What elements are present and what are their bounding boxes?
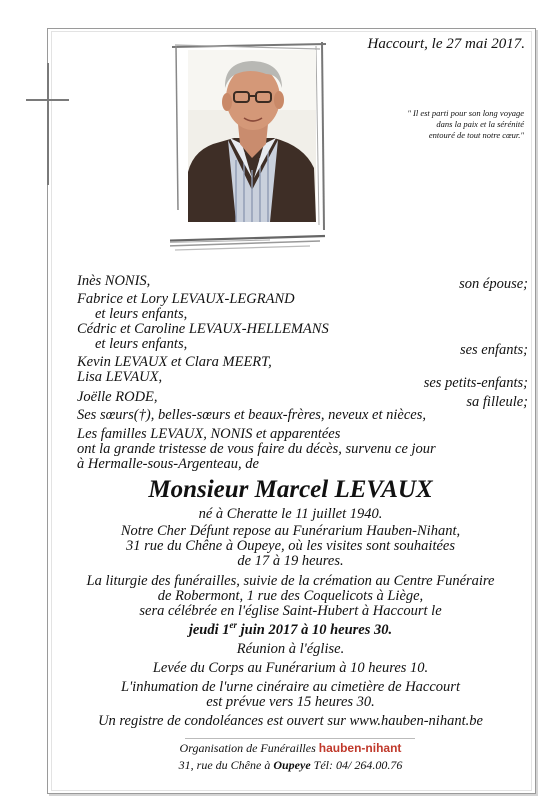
organizer-label: Organisation de Funérailles [179, 741, 319, 755]
family-line: Inès NONIS, [77, 273, 151, 289]
liturgie-line: de Robermont, 1 rue des Coquelicots à Liège, [157, 588, 424, 604]
address-phone: Tél: 04/ 264.00.76 [310, 758, 403, 772]
family-line: Fabrice et Lory LEVAUX-LEGRAND [77, 291, 295, 307]
repose-line: Notre Cher Défunt repose au Funérarium Hauben-Nihant, [120, 523, 461, 539]
levee-line: Levée du Corps au Funérarium à 10 heures 10. [152, 660, 429, 676]
repose-line: de 17 à 19 heures. [237, 553, 344, 569]
funeral-date-rest: juin 2017 à 10 heures 30. [237, 622, 393, 638]
family-line: à Hermalle-sous-Argenteau, de [77, 456, 259, 472]
liturgie-line: sera célébrée en l'église Saint-Hubert à Haccourt le [139, 603, 442, 619]
cross-icon-horizontal [26, 99, 69, 101]
quote-line: dans la paix et la sérénité [436, 119, 524, 129]
portrait-photo [170, 40, 330, 252]
quote [344, 108, 524, 141]
reunion-line: Réunion à l'église. [236, 641, 345, 657]
relation-epouse: son épouse; [459, 276, 528, 292]
funeral-date-day: jeudi 1 [188, 622, 230, 638]
inhumation-line: L'inhumation de l'urne cinéraire au cimetière de Haccourt [121, 679, 460, 695]
relation-enfants: ses enfants; [459, 342, 528, 358]
family-line: Lisa LEVAUX, [77, 369, 163, 385]
organizer-address [55, 758, 526, 773]
family-line: et leurs enfants, [95, 306, 188, 322]
funeral-date [55, 622, 526, 638]
quote-line: " Il est parti pour son long voyage [407, 108, 524, 118]
relation-filleule: sa filleule; [466, 394, 528, 410]
cross-icon-vertical [47, 63, 49, 185]
repose-line: 31 rue du Chêne à Oupeye, où les visites sont souhaitées [125, 538, 455, 554]
deceased-birth: né à Cheratte le 11 juillet 1940. [198, 506, 383, 522]
registre-line: Un registre de condoléances est ouvert sur www.hauben-nihant.be [98, 713, 483, 729]
liturgie-line: La liturgie des funérailles, suivie de la crémation au Centre Funéraire [86, 573, 495, 589]
family-line: Les familles LEVAUX, NONIS et apparentées [77, 426, 341, 442]
family-line: Ses sœurs(†), belles-sœurs et beaux-frères, neveux et nièces, [77, 407, 426, 423]
organizer-line [55, 741, 526, 756]
family-line: et leurs enfants, [95, 336, 188, 352]
family-line: Joëlle RODE, [77, 389, 158, 405]
address-street: 31, rue du Chêne à [178, 758, 274, 772]
family-line: Cédric et Caroline LEVAUX-HELLEMANS [77, 321, 329, 337]
deceased-name: Monsieur Marcel LEVAUX [148, 476, 433, 503]
relation-petits-enfants: ses petits-enfants; [423, 375, 528, 391]
organizer-brand: hauben-nihant [318, 741, 402, 755]
quote-line: entouré de tout notre cœur." [428, 130, 524, 140]
portrait-image [170, 40, 330, 252]
funeral-date-sup: er [229, 620, 238, 631]
place-date: Haccourt, le 27 mai 2017. [367, 36, 525, 52]
inhumation-line: est prévue vers 15 heures 30. [206, 694, 375, 710]
address-city: Oupeye [273, 758, 311, 772]
footer-separator [185, 738, 415, 739]
family-line: Kevin LEVAUX et Clara MEERT, [77, 354, 272, 370]
family-line: ont la grande tristesse de vous faire du décès, survenu ce jour [77, 441, 436, 457]
